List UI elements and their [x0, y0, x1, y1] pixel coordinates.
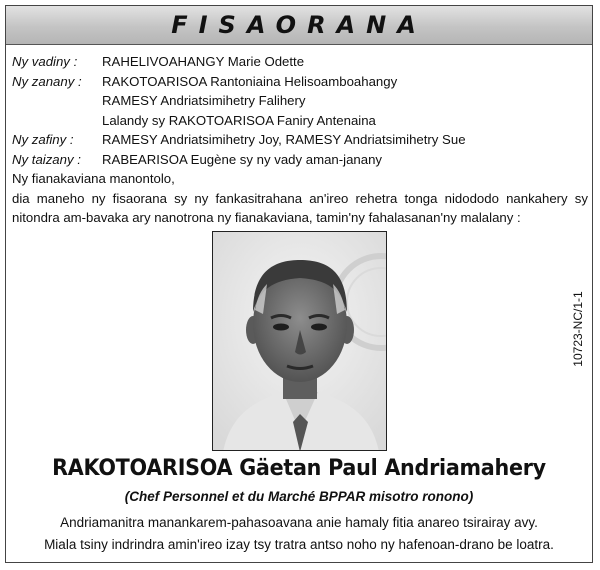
- notice-title: FISAORANA: [171, 11, 427, 39]
- family-row-foster: [12, 150, 588, 170]
- portrait-illustration: [213, 232, 387, 451]
- family-value: RAMESY Andriatsimihetry Falihery: [102, 93, 306, 108]
- deceased-name: RAKOTOARISOA Gäetan Paul Andriamahery: [52, 455, 546, 481]
- family-label: Ny vadiny :: [12, 54, 78, 69]
- family-row-children: [12, 72, 588, 92]
- deceased-role: (Chef Personnel et du Marché BPPAR misotro ronono): [124, 489, 474, 504]
- family-row-spouse: [12, 52, 588, 72]
- closing-line: Andriamanitra manankarem-pahasoavana anie hamaly fitia anareo tsirairay avy.: [60, 515, 538, 530]
- thanks-message: dia maneho ny fisaorana sy ny fankasitrahana an'ireo rehetra tonga nidododo nankahery sy nitondra am-bavaka ary nanotrona ny fianakaviana, tamin'ny fahalasanan'ny malalany :: [12, 190, 588, 225]
- family-value: Lalandy sy RAKOTOARISOA Faniry Antenaina: [102, 112, 376, 128]
- intro-line: Ny fianakaviana manontolo,: [12, 171, 175, 186]
- family-value: RAHELIVOAHANGY Marie Odette: [102, 54, 305, 69]
- family-value: RABEARISOA Eugène sy ny vady aman-janany: [102, 151, 383, 167]
- reference-code: [568, 284, 588, 374]
- closing-message: [6, 512, 592, 556]
- family-label: Ny zanany :: [12, 73, 82, 89]
- portrait-photo: [212, 231, 387, 451]
- closing-line: Miala tsiny indrindra amin'ireo izay tsy tratra antso noho ny hafenoan-drano be loatra.: [44, 537, 554, 552]
- family-row-grandchildren: [12, 130, 588, 150]
- family-label: Ny zafiny :: [12, 132, 74, 147]
- title-banner: [6, 6, 592, 45]
- family-value: RAMESY Andriatsimihetry Joy, RAMESY Andriatsimihetry Sue: [102, 132, 466, 147]
- reference-text: 10723-NC/1-1: [571, 291, 585, 367]
- family-label: Ny taizany :: [12, 151, 81, 167]
- family-value: RAKOTOARISOA Rantoniaina Helisoamboahangy: [102, 73, 398, 89]
- notice-body: [12, 52, 588, 228]
